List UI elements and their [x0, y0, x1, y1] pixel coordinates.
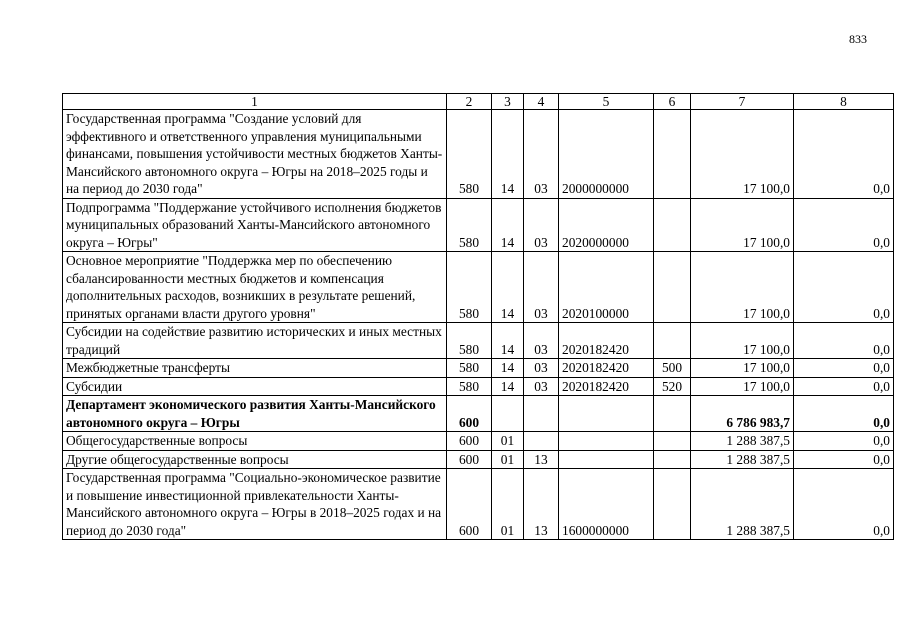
table-row — [63, 450, 894, 469]
cell-admin-code: 580 — [447, 198, 492, 252]
cell-amount-2: 0,0 — [794, 198, 894, 252]
column-header-row — [63, 94, 894, 110]
cell-amount: 1 288 387,5 — [691, 432, 794, 451]
cell-target-article — [559, 450, 654, 469]
cell-amount: 17 100,0 — [691, 323, 794, 359]
cell-subsection: 03 — [524, 323, 559, 359]
cell-amount: 17 100,0 — [691, 359, 794, 378]
cell-admin-code: 580 — [447, 377, 492, 396]
cell-target-article: 2020000000 — [559, 198, 654, 252]
cell-section: 01 — [492, 469, 524, 540]
cell-target-article: 2020182420 — [559, 377, 654, 396]
table-row — [63, 377, 894, 396]
cell-expense-type — [654, 469, 691, 540]
cell-section — [492, 396, 524, 432]
row-name: Основное мероприятие "Поддержка мер по обеспечению сбалансированности местных бюджетов и компенсация дополнительных расходов, возникших в результате решений, принятых органами власти другого уровня" — [63, 252, 447, 323]
cell-amount-2: 0,0 — [794, 359, 894, 378]
cell-target-article: 2020182420 — [559, 323, 654, 359]
cell-section: 14 — [492, 359, 524, 378]
cell-subsection: 03 — [524, 377, 559, 396]
cell-amount-2: 0,0 — [794, 323, 894, 359]
cell-subsection: 03 — [524, 252, 559, 323]
cell-subsection: 13 — [524, 450, 559, 469]
table-row-department — [63, 396, 894, 432]
cell-expense-type — [654, 432, 691, 451]
cell-admin-code: 600 — [447, 469, 492, 540]
cell-section: 14 — [492, 323, 524, 359]
cell-section: 01 — [492, 432, 524, 451]
row-name: Другие общегосударственные вопросы — [63, 450, 447, 469]
cell-expense-type — [654, 396, 691, 432]
cell-amount-2: 0,0 — [794, 450, 894, 469]
cell-expense-type — [654, 323, 691, 359]
cell-amount-2: 0,0 — [794, 110, 894, 199]
cell-amount: 1 288 387,5 — [691, 469, 794, 540]
cell-amount: 17 100,0 — [691, 198, 794, 252]
cell-admin-code: 580 — [447, 110, 492, 199]
cell-amount-2: 0,0 — [794, 432, 894, 451]
page-number: 833 — [849, 32, 867, 46]
row-name: Департамент экономического развития Ханты-Мансийского автономного округа – Югры — [63, 396, 447, 432]
row-name: Межбюджетные трансферты — [63, 359, 447, 378]
cell-admin-code: 600 — [447, 450, 492, 469]
row-name: Государственная программа "Социально-экономическое развитие и повышение инвестиционной привлекательности Ханты-Мансийского автономного округа – Югры в 2018–2025 годах и на период до 2030 года" — [63, 469, 447, 540]
cell-expense-type: 500 — [654, 359, 691, 378]
cell-expense-type: 520 — [654, 377, 691, 396]
cell-target-article — [559, 432, 654, 451]
cell-amount-2: 0,0 — [794, 377, 894, 396]
table-row — [63, 469, 894, 540]
cell-amount-2: 0,0 — [794, 252, 894, 323]
cell-target-article — [559, 396, 654, 432]
row-name: Общегосударственные вопросы — [63, 432, 447, 451]
cell-amount: 17 100,0 — [691, 110, 794, 199]
cell-subsection: 13 — [524, 469, 559, 540]
cell-admin-code: 580 — [447, 359, 492, 378]
column-header: 7 — [691, 94, 794, 110]
row-name: Субсидии на содействие развитию исторических и иных местных традиций — [63, 323, 447, 359]
cell-admin-code: 580 — [447, 252, 492, 323]
column-header: 2 — [447, 94, 492, 110]
row-name: Государственная программа "Создание условий для эффективного и ответственного управления муниципальными финансами, повышения устойчивости местных бюджетов Ханты-Мансийского автономного округа – Югры на 2018–2025 годы и на период до 2030 года" — [63, 110, 447, 199]
table-row — [63, 110, 894, 199]
cell-section: 14 — [492, 377, 524, 396]
cell-target-article: 2020100000 — [559, 252, 654, 323]
table-row — [63, 252, 894, 323]
cell-amount-2: 0,0 — [794, 469, 894, 540]
column-header: 3 — [492, 94, 524, 110]
cell-subsection — [524, 432, 559, 451]
cell-expense-type — [654, 198, 691, 252]
cell-section: 14 — [492, 198, 524, 252]
table-row — [63, 359, 894, 378]
column-header: 1 — [63, 94, 447, 110]
row-name: Подпрограмма "Поддержание устойчивого исполнения бюджетов муниципальных образований Ханты-Мансийского автономного округа – Югры" — [63, 198, 447, 252]
cell-subsection: 03 — [524, 198, 559, 252]
cell-amount: 1 288 387,5 — [691, 450, 794, 469]
row-name: Субсидии — [63, 377, 447, 396]
table-row — [63, 323, 894, 359]
cell-target-article: 2020182420 — [559, 359, 654, 378]
column-header: 6 — [654, 94, 691, 110]
table-row — [63, 432, 894, 451]
cell-section: 01 — [492, 450, 524, 469]
cell-admin-code: 600 — [447, 432, 492, 451]
cell-admin-code: 600 — [447, 396, 492, 432]
cell-subsection — [524, 396, 559, 432]
cell-section: 14 — [492, 110, 524, 199]
cell-section: 14 — [492, 252, 524, 323]
column-header: 5 — [559, 94, 654, 110]
column-header: 4 — [524, 94, 559, 110]
cell-amount: 6 786 983,7 — [691, 396, 794, 432]
cell-admin-code: 580 — [447, 323, 492, 359]
cell-expense-type — [654, 110, 691, 199]
cell-expense-type — [654, 450, 691, 469]
budget-table — [62, 93, 894, 540]
cell-subsection: 03 — [524, 359, 559, 378]
column-header: 8 — [794, 94, 894, 110]
cell-amount: 17 100,0 — [691, 377, 794, 396]
cell-amount-2: 0,0 — [794, 396, 894, 432]
table-row — [63, 198, 894, 252]
cell-target-article: 1600000000 — [559, 469, 654, 540]
cell-expense-type — [654, 252, 691, 323]
cell-amount: 17 100,0 — [691, 252, 794, 323]
cell-subsection: 03 — [524, 110, 559, 199]
cell-target-article: 2000000000 — [559, 110, 654, 199]
